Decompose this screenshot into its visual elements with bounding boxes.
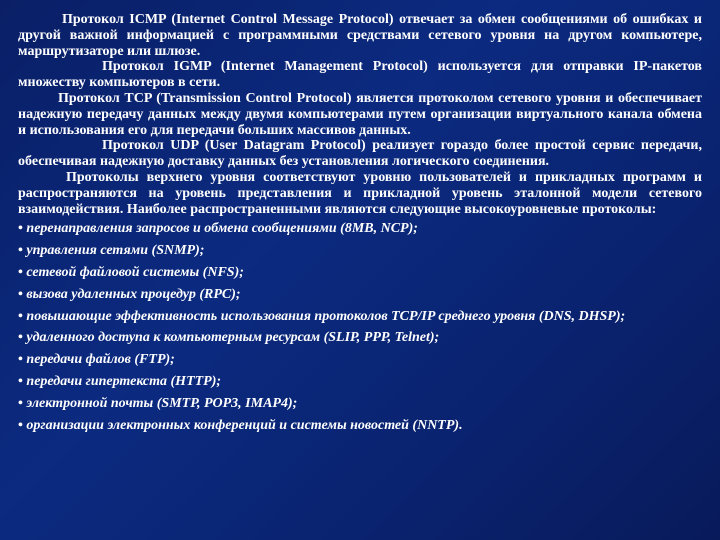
list-item-text: организации электронных конференций и системы новостей (NNTP). — [26, 417, 463, 433]
list-item-text: передачи файлов (FTP); — [26, 352, 175, 368]
list-item — [18, 287, 702, 303]
bullet-icon: • — [18, 417, 23, 433]
bullet-icon: • — [18, 330, 23, 346]
list-item — [18, 221, 702, 237]
paragraph-icmp: Протокол ICMP (Internet Control Message Protocol) отвечает за обмен сообщениями об ошибках и другой важной информацией с программными средствами сетевого уровня на другом компьютере, маршрутизаторе или шлюзе. — [18, 12, 702, 59]
list-item — [18, 418, 702, 434]
list-item-text: сетевой файловой системы (NFS); — [26, 264, 244, 280]
list-item-text: повышающие эффективность использования протоколов TCP/IP среднего уровня (DNS, DHSP); — [26, 308, 626, 324]
slide-content — [18, 12, 702, 528]
list-item — [18, 352, 702, 368]
list-item-text: управления сетями (SNMP); — [26, 243, 205, 259]
list-item-text: вызова удаленных процедур (RPC); — [26, 286, 241, 302]
list-item-text: электронной почты (SMTP, POP3, IMAP4); — [26, 395, 298, 411]
paragraph-udp: Протокол UDP (User Datagram Protocol) реализует гораздо более простой сервис передачи, обеспечивая надежную доставку данных без установления логического соединения. — [18, 138, 702, 170]
list-item-text: перенаправления запросов и обмена сообщениями (8MB, NCP); — [26, 221, 418, 237]
paragraph-tcp: Протокол TCP (Transmission Control Protocol) является протоколом сетевого уровня и обеспечивает надежную передачу данных между двумя компьютерами путем организации виртуального канала обмена и использования его для передачи больших массивов данных. — [18, 90, 702, 138]
list-item — [18, 309, 702, 325]
bullet-icon: • — [18, 373, 23, 389]
bullet-icon: • — [18, 352, 23, 368]
bullet-icon: • — [18, 243, 23, 259]
list-item — [18, 374, 702, 390]
list-item — [18, 396, 702, 412]
bullet-icon: • — [18, 395, 23, 411]
bullet-icon: • — [18, 221, 23, 237]
bullet-icon: • — [18, 264, 23, 280]
bullet-icon: • — [18, 286, 23, 302]
paragraph-upper-layer: Протоколы верхнего уровня соответствуют уровню пользователей и прикладных программ и распространяются на уровень представления и прикладной уровень эталонной модели сетевого взаимодействия. Наиболее распространенными являются следующие высокоуровневые протоколы: — [18, 169, 702, 217]
list-item-text: передачи гипертекста (HTTP); — [26, 373, 222, 389]
list-item — [18, 265, 702, 281]
paragraph-igmp: Протокол IGMP (Internet Management Protocol) используется для отправки IP-пакетов множеству компьютеров в сети. — [18, 59, 702, 91]
list-item — [18, 243, 702, 259]
list-item — [18, 330, 702, 346]
bullet-icon: • — [18, 308, 23, 324]
protocol-list — [18, 221, 702, 433]
list-item-text: удаленного доступа к компьютерным ресурсам (SLIP, PPP, Telnet); — [26, 330, 440, 346]
